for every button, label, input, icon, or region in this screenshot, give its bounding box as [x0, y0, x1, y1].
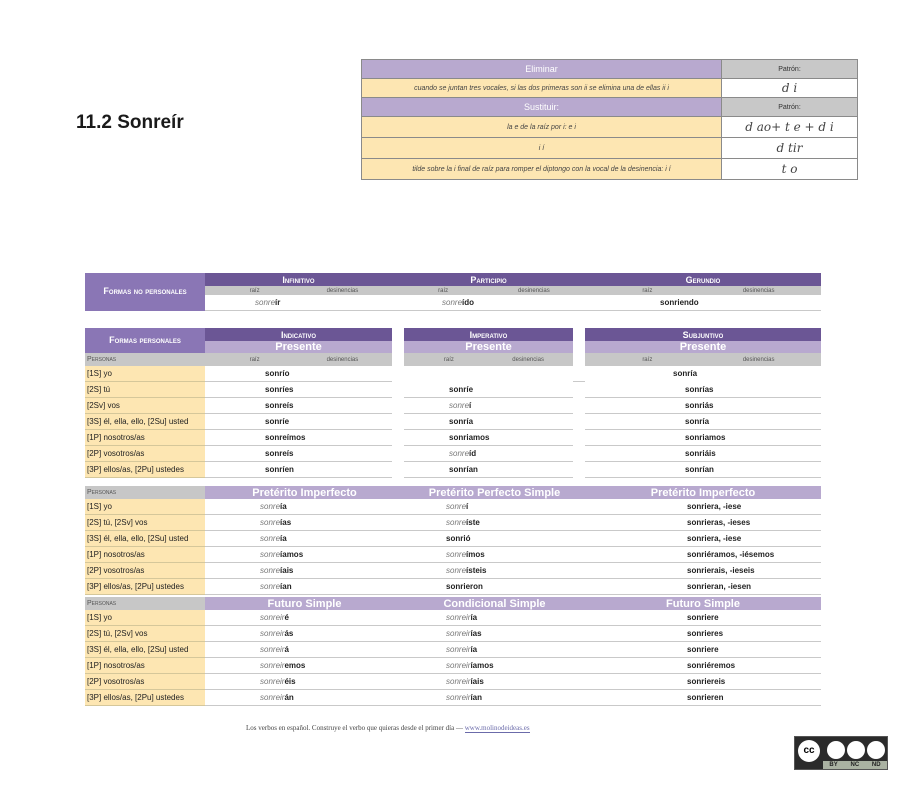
verb-ending: ías: [470, 629, 482, 638]
verb-root: sonre: [265, 401, 287, 410]
verb-root: sonri: [687, 629, 707, 638]
imperativo-form: [404, 446, 573, 462]
col3-form: [585, 531, 821, 547]
col3-form: [585, 658, 821, 674]
verb-ending: era, -iese: [706, 534, 742, 543]
verb-ending: erais, -ieseis: [706, 566, 755, 575]
table-row: [85, 626, 821, 642]
indicativo-form: [205, 430, 392, 446]
table-row: [85, 398, 821, 414]
verb-root: sonri: [685, 433, 705, 442]
person-label: [3P] ellos/as, [2Pu] ustedes: [85, 579, 205, 595]
verb-root: sonreir: [446, 645, 471, 654]
subjuntivo-form: [585, 382, 821, 398]
verb-root: sonreir: [260, 661, 285, 670]
verb-root: sonri: [687, 518, 707, 527]
imperativo-form: [404, 398, 573, 414]
verb-root: sonrí: [685, 417, 705, 426]
desinencias-label: desinencias: [512, 356, 544, 363]
table-row: [85, 563, 821, 579]
verb-root: sonri: [446, 534, 466, 543]
col1-form: [205, 579, 404, 595]
subjuntivo-form: [585, 398, 821, 414]
col2-form: [404, 531, 585, 547]
person-label: [1P] nosotros/as: [85, 430, 205, 446]
verb-ending: íais: [470, 677, 484, 686]
verb-root: sonri: [687, 566, 707, 575]
verb-ending: é: [284, 613, 289, 622]
person-label: [2S] tú, [2Sv] vos: [85, 626, 205, 642]
indicativo-form: [205, 382, 392, 398]
person-label: [2P] vosotros/as: [85, 674, 205, 690]
verb-ending: ó: [465, 534, 471, 543]
verb-root: sonrí: [449, 384, 469, 394]
cc-license-badge[interactable]: [794, 736, 888, 770]
col2-form: [404, 610, 585, 626]
col3-form: [585, 610, 821, 626]
presente-table: [85, 328, 821, 478]
subjuntivo-form: [585, 414, 821, 430]
col1-form: [205, 642, 404, 658]
desinencias-label: desinencias: [518, 287, 550, 294]
indicativo-form: [205, 462, 392, 478]
verb-ending: íste: [466, 518, 480, 527]
futuro-simple-header: Futuro Simple: [205, 597, 404, 610]
verb-root: sonrí: [265, 417, 285, 426]
verb-ending: a: [704, 417, 710, 426]
imperativo-form: [404, 414, 573, 430]
preterito-imperfecto-header: Pretérito Imperfecto: [205, 486, 404, 499]
verb-root: sonre: [446, 550, 467, 559]
verb-root: sonrí: [265, 385, 285, 394]
col2-form: [404, 547, 585, 563]
table-row: [85, 382, 821, 398]
verb-root: sonre: [260, 550, 281, 559]
person-label: [3P] ellos/as, [2Pu] ustedes: [85, 690, 205, 706]
personas-label: Personas: [85, 353, 205, 366]
presente-header: Presente: [585, 341, 821, 353]
verb-root: sonre: [449, 401, 470, 410]
participle-form: sonreído: [392, 295, 585, 311]
subjuntivo-form: [585, 430, 821, 446]
footer-link[interactable]: www.molinodeideas.es: [464, 724, 530, 732]
col3-form: [585, 642, 821, 658]
indicativo-header: Indicativo: [205, 328, 392, 341]
sust3-desc: tilde sobre la i final de raíz para romper el diptongo con la vocal de la desinencia: i í: [362, 159, 722, 180]
indicativo-form: [205, 398, 392, 414]
col1-form: [205, 658, 404, 674]
verb-root: sonre: [260, 566, 281, 575]
person-label: [3S] él, ella, ello, [2Su] usted: [85, 642, 205, 658]
participio-header: Participio: [392, 273, 585, 286]
verb-ending: o: [284, 369, 290, 378]
raiz-label: raíz: [443, 356, 454, 363]
verb-root: sonri: [449, 433, 469, 442]
verb-root: sonreir: [260, 629, 285, 638]
verb-ending: a: [468, 417, 474, 426]
verb-root: sonreir: [260, 693, 285, 702]
sust2-pattern: d tir: [722, 138, 858, 159]
subheader: [585, 286, 821, 295]
person-label: [3S] él, ella, ello, [2Su] usted: [85, 531, 205, 547]
verb-root: sonre: [260, 534, 281, 543]
table-row: [85, 515, 821, 531]
patron-header: Patrón:: [722, 60, 858, 79]
table-row: [85, 366, 821, 382]
imperativo-header: Imperativo: [404, 328, 573, 341]
desinencias-label: desinencias: [326, 356, 359, 363]
verb-root: sonrí: [673, 369, 693, 378]
infinitivo-header: Infinitivo: [205, 273, 392, 286]
indicativo-form: [205, 446, 392, 462]
verb-root: sonreir: [260, 613, 285, 622]
col1-form: [205, 515, 404, 531]
table-row: [85, 674, 821, 690]
subjuntivo-form: [585, 462, 821, 478]
verb-root: sonri: [687, 502, 707, 511]
verb-ending: ía: [280, 534, 287, 543]
verb-root: sonre: [260, 582, 281, 591]
condicional-simple-header: Condicional Simple: [404, 597, 585, 610]
table-row: [85, 414, 821, 430]
verb-ending: ís: [286, 401, 294, 410]
verb-ending: á: [284, 645, 289, 654]
preterito-perfecto-header: Pretérito Perfecto Simple: [404, 486, 585, 499]
verb-ending: ía: [470, 645, 478, 654]
footer-text: Los verbos en español. Construye el verbo que quieras desde el primer día —: [246, 724, 463, 732]
subjuntivo-form: [573, 366, 698, 382]
verb-root: sonri: [687, 534, 707, 543]
person-label: [3S] él, ella, ello, [2Su] usted: [85, 414, 205, 430]
raiz-label: raíz: [438, 287, 449, 294]
col1-form: [205, 563, 404, 579]
cc-icon: cc: [798, 740, 820, 762]
col3-form: [585, 674, 821, 690]
person-label: [2P] vosotros/as: [85, 446, 205, 462]
eliminar-pattern: d i: [722, 79, 858, 98]
subj-preterito-imperfecto-header: Pretérito Imperfecto: [585, 486, 821, 499]
verb-ending: a: [692, 369, 698, 378]
col2-form: [404, 642, 585, 658]
verb-ending: as: [704, 384, 714, 394]
raiz-label: raíz: [642, 287, 653, 294]
non-personal-forms-table: [85, 273, 821, 311]
verb-root: sonreir: [446, 661, 471, 670]
verb-ending: áis: [704, 449, 716, 458]
col1-form: [205, 547, 404, 563]
col2-form: [404, 658, 585, 674]
imperativo-form: [404, 430, 573, 446]
col2-form: [404, 674, 585, 690]
verb-root: sonri: [687, 677, 707, 686]
person-label: [2P] vosotros/as: [85, 563, 205, 579]
verb-root: sonreir: [446, 677, 471, 686]
col1-form: [205, 690, 404, 706]
verb-ending: amos: [704, 433, 726, 442]
verb-root: sonrí: [265, 369, 285, 378]
nc-icon: [847, 741, 865, 759]
col3-form: [585, 547, 821, 563]
col1-form: [205, 531, 404, 547]
by-label: BY: [829, 762, 838, 768]
verb-ending: ísteis: [466, 566, 487, 575]
col2-form: [404, 515, 585, 531]
verb-root: sonri: [687, 693, 707, 702]
verb-root: sonre: [449, 449, 470, 458]
person-label: [2S] tú, [2Sv] vos: [85, 515, 205, 531]
raiz-label: raíz: [249, 356, 260, 363]
col3-form: [585, 515, 821, 531]
table-row: [85, 658, 821, 674]
verb-ending: í: [466, 502, 469, 511]
person-label: [1P] nosotros/as: [85, 547, 205, 563]
table-row: [85, 430, 821, 446]
verb-ending: an: [468, 465, 478, 474]
verb-ending: eren: [706, 693, 724, 702]
subheader: [392, 286, 585, 295]
verb-root: sonri: [687, 550, 707, 559]
verb-root: sonreir: [446, 629, 471, 638]
verb-ending: éremos: [706, 661, 736, 670]
verb-ending: ís: [286, 449, 294, 458]
col2-form: [404, 563, 585, 579]
table-row: [85, 531, 821, 547]
personas-label: Personas: [85, 597, 205, 610]
desinencias-label: desinencias: [742, 287, 775, 294]
col3-form: [585, 690, 821, 706]
patron-header-2: Patrón:: [722, 98, 858, 117]
verb-root: sonri: [687, 582, 707, 591]
subheader: [205, 286, 392, 295]
raiz-label: raíz: [642, 356, 653, 363]
table-row: [85, 579, 821, 595]
verb-root: sonre: [265, 433, 287, 442]
verb-root: sonre: [260, 502, 281, 511]
col1-form: [205, 626, 404, 642]
verb-ending: án: [284, 693, 294, 702]
verb-ending: íd: [469, 449, 477, 458]
verb-root: sonre: [260, 518, 281, 527]
verb-root: sonrí: [449, 465, 469, 474]
imperativo-form: [404, 462, 573, 478]
verb-root: sonri: [687, 645, 707, 654]
verb-ending: emos: [284, 661, 306, 670]
table-row: [85, 642, 821, 658]
verb-root: sonreir: [260, 677, 285, 686]
nd-icon: [867, 741, 885, 759]
verb-root: sonri: [687, 613, 707, 622]
presente-header: Presente: [404, 341, 573, 353]
col2-form: [404, 626, 585, 642]
sust1-desc: la e de la raíz por i: e i: [362, 117, 722, 138]
verb-ending: ás: [704, 401, 714, 410]
table-row: [85, 690, 821, 706]
verb-ending: ía: [280, 502, 287, 511]
verb-root: sonri: [685, 449, 705, 458]
person-label: [2Sv] vos: [85, 398, 205, 414]
verb-ending: era, -iese: [706, 502, 742, 511]
verb-root: sonri: [685, 401, 705, 410]
verb-ending: e: [284, 417, 290, 426]
subjuntivo-form: [585, 446, 821, 462]
person-label: [1P] nosotros/as: [85, 658, 205, 674]
verb-root: sonri: [687, 661, 707, 670]
verb-ending: ás: [284, 629, 294, 638]
sust3-pattern: t o: [722, 159, 858, 180]
verb-root: sonrí: [449, 417, 469, 426]
personal-label: Formas personales: [85, 328, 205, 353]
verb-ending: ereis: [706, 677, 726, 686]
table-row: [85, 610, 821, 626]
gerundio-header: Gerundio: [585, 273, 821, 286]
verb-ending: amos: [468, 433, 490, 442]
verb-root: sonre: [446, 518, 467, 527]
verb-ending: íais: [280, 566, 294, 575]
gerund-form: sonriendo: [585, 295, 821, 311]
futuro-table: [85, 597, 821, 706]
desinencias-label: desinencias: [326, 287, 359, 294]
personas-label: Personas: [85, 486, 205, 499]
verb-root: sonrí: [685, 465, 705, 474]
presente-header: Presente: [205, 341, 392, 353]
verb-root: sonreir: [446, 613, 471, 622]
verb-root: sonreir: [446, 693, 471, 702]
eliminar-header: Eliminar: [362, 60, 722, 79]
verb-root: sonre: [265, 449, 287, 458]
verb-ending: íamos: [470, 661, 494, 670]
col3-form: [585, 626, 821, 642]
verb-ending: ímos: [286, 433, 306, 442]
indicativo-form: [205, 414, 392, 430]
license-strip: [823, 761, 887, 769]
verb-ending: ían: [470, 693, 483, 702]
verb-ending: en: [284, 465, 294, 474]
verb-ending: es: [284, 385, 294, 394]
verb-root: sonreir: [260, 645, 285, 654]
subjuntivo-header: Subjuntivo: [585, 328, 821, 341]
person-label: [1S] yo: [85, 499, 205, 515]
verb-root: sonrí: [685, 384, 705, 394]
col2-form: [404, 690, 585, 706]
indicativo-form: [205, 366, 392, 382]
col1-form: [205, 674, 404, 690]
col3-form: [585, 563, 821, 579]
subj-futuro-simple-header: Futuro Simple: [585, 597, 821, 610]
pasado-table: [85, 486, 821, 595]
verb-ending: eron: [465, 582, 483, 591]
verb-ending: eras, -ieses: [706, 518, 751, 527]
table-row: [85, 499, 821, 515]
verb-ending: ere: [706, 645, 719, 654]
col3-form: [585, 499, 821, 515]
footer: [246, 724, 530, 732]
verb-ending: eran, -iesen: [706, 582, 752, 591]
col2-form: [404, 579, 585, 595]
col3-form: [585, 579, 821, 595]
verb-ending: ere: [706, 613, 719, 622]
verb-ending: e: [468, 384, 474, 394]
non-personal-label: Formas no personales: [85, 273, 205, 311]
infinitive-form: sonreír: [205, 295, 392, 311]
verb-ending: ímos: [466, 550, 485, 559]
verb-root: sonri: [446, 582, 466, 591]
verb-ending: éramos, -iésemos: [706, 550, 775, 559]
nc-label: NC: [850, 762, 860, 768]
sust2-desc: i í: [362, 138, 722, 159]
verb-root: sonrí: [265, 465, 285, 474]
verb-ending: í: [469, 401, 472, 410]
table-row: [85, 446, 821, 462]
sust1-pattern: d ao+ t e + d i: [722, 117, 858, 138]
verb-ending: íamos: [280, 550, 304, 559]
page-title: 11.2 Sonreír: [76, 112, 184, 133]
verb-ending: an: [704, 465, 714, 474]
table-row: [85, 547, 821, 563]
sustituir-header: Sustituir:: [362, 98, 722, 117]
imperativo-form: [404, 382, 573, 398]
by-icon: [827, 741, 845, 759]
person-label: [2S] tú: [85, 382, 205, 398]
eliminar-desc: cuando se juntan tres vocales, si las dos primeras son ii se elimina una de ellas ii i: [362, 79, 722, 98]
desinencias-label: desinencias: [742, 356, 775, 363]
table-row: [85, 462, 821, 478]
raiz-label: raíz: [249, 287, 260, 294]
person-label: [3P] ellos/as, [2Pu] ustedes: [85, 462, 205, 478]
col1-form: [205, 610, 404, 626]
verb-root: sonre: [446, 566, 467, 575]
verb-ending: éis: [284, 677, 296, 686]
verb-root: sonre: [446, 502, 467, 511]
verb-ending: eres: [706, 629, 724, 638]
person-label: [1S] yo: [85, 610, 205, 626]
verb-ending: ía: [470, 613, 478, 622]
col2-form: [404, 499, 585, 515]
verb-ending: ían: [280, 582, 292, 591]
person-label: [1S] yo: [85, 366, 205, 382]
nd-label: ND: [871, 762, 881, 768]
verb-ending: ías: [280, 518, 292, 527]
col1-form: [205, 499, 404, 515]
rules-panel: [361, 59, 858, 180]
